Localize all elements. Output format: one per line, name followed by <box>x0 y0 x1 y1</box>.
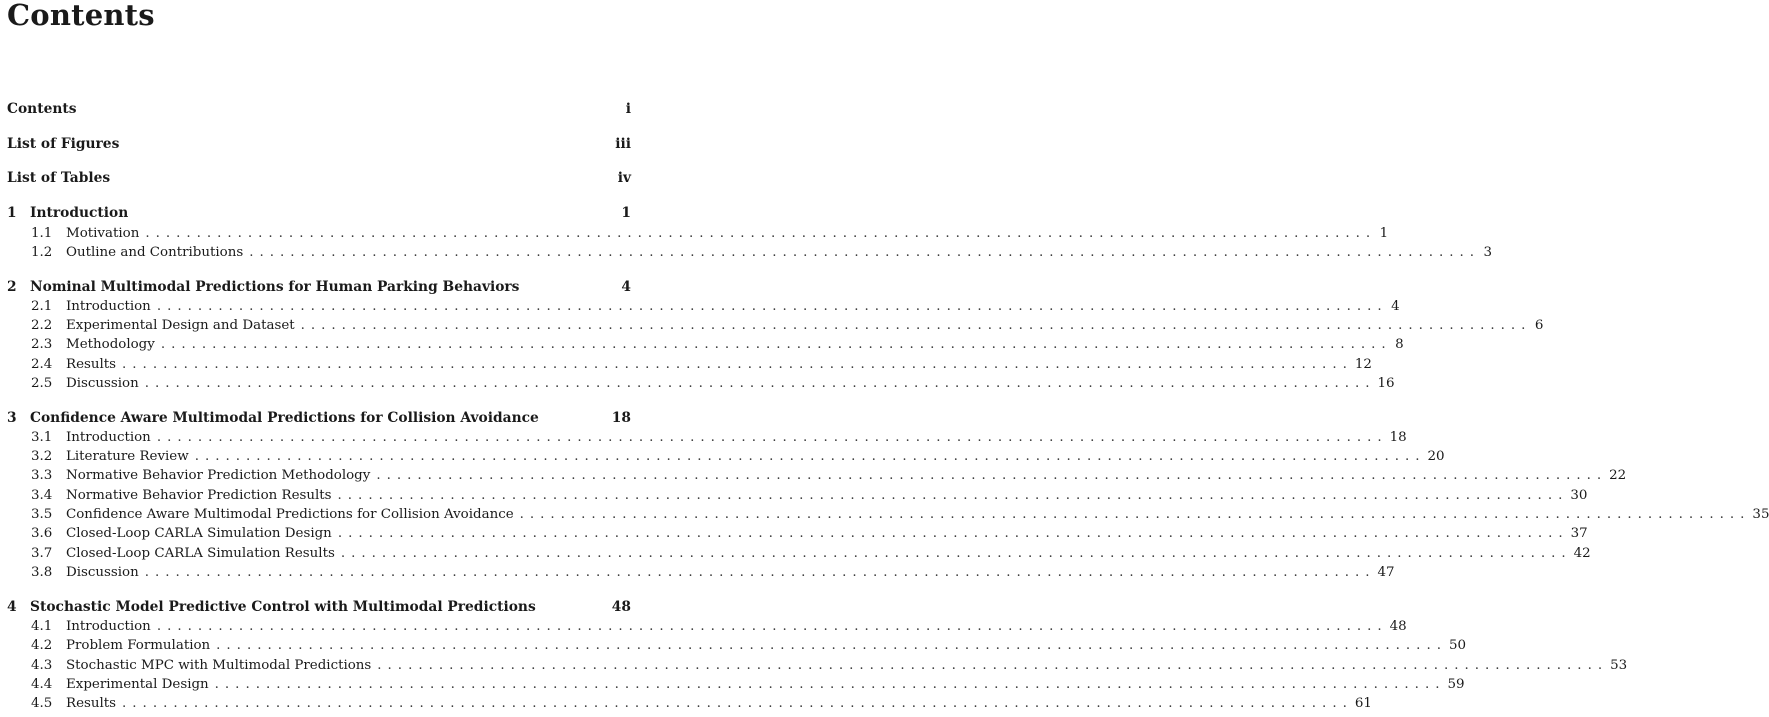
toc-section-2-3[interactable] <box>7 335 1404 354</box>
section-number: 1.2 <box>31 245 53 260</box>
dot-leader: ........................................................................................................................ <box>156 430 1388 445</box>
section-number: 2.4 <box>31 357 53 372</box>
section-page: 47 <box>1377 565 1395 580</box>
toc-entry-page: iv <box>617 170 631 186</box>
chapter-number: 4 <box>7 599 17 615</box>
section-page: 61 <box>1354 696 1372 711</box>
section-title: Results <box>66 696 117 711</box>
section-number: 4.5 <box>31 696 53 711</box>
section-title: Results <box>66 357 117 372</box>
section-page: 3 <box>1483 245 1492 260</box>
section-page: 42 <box>1573 546 1591 561</box>
toc-section-3-4[interactable] <box>7 486 1588 505</box>
section-page: 22 <box>1609 468 1627 483</box>
section-page: 50 <box>1448 638 1466 653</box>
dot-leader: ........................................................................................................................ <box>214 677 1446 692</box>
section-page: 35 <box>1752 507 1769 522</box>
section-title: Outline and Contributions <box>66 245 244 260</box>
section-number: 3.4 <box>31 488 53 503</box>
section-page: 20 <box>1427 449 1445 464</box>
toc-section-3-2[interactable] <box>7 447 1445 466</box>
section-title: Introduction <box>66 619 151 634</box>
section-title: Closed-Loop CARLA Simulation Design <box>66 526 332 541</box>
section-number: 3.6 <box>31 526 53 541</box>
toc-chapter-2[interactable] <box>7 278 631 297</box>
chapter-title: Nominal Multimodal Predictions for Human Parking Behaviors <box>30 279 520 295</box>
toc-section-3-7[interactable] <box>7 544 1591 563</box>
toc-section-2-5[interactable] <box>7 374 1395 393</box>
chapter-number: 2 <box>7 279 17 295</box>
chapter-title: Introduction <box>30 205 129 221</box>
section-number: 1.1 <box>31 226 53 241</box>
section-title: Discussion <box>66 376 139 391</box>
dot-leader: ........................................................................................................................ <box>300 318 1532 333</box>
dot-leader: ........................................................................................................................ <box>377 658 1609 673</box>
dot-leader: ........................................................................................................................ <box>249 245 1480 260</box>
dot-leader: ........................................................................................................................ <box>340 546 1572 561</box>
section-title: Experimental Design <box>66 677 209 692</box>
section-page: 18 <box>1389 430 1407 445</box>
toc-section-4-1[interactable] <box>7 617 1407 636</box>
section-title: Problem Formulation <box>66 638 211 653</box>
toc-entry-page: i <box>625 101 631 117</box>
section-title: Normative Behavior Prediction Methodology <box>66 468 371 483</box>
section-number: 4.2 <box>31 638 53 653</box>
section-number: 2.2 <box>31 318 53 333</box>
section-number: 3.2 <box>31 449 53 464</box>
chapter-number: 1 <box>7 205 17 221</box>
toc-chapter-1[interactable] <box>7 204 631 223</box>
toc-section-1-1[interactable] <box>7 224 1389 243</box>
section-title: Discussion <box>66 565 139 580</box>
section-title: Motivation <box>66 226 140 241</box>
section-number: 3.1 <box>31 430 53 445</box>
section-number: 2.5 <box>31 376 53 391</box>
toc-entry-title: Contents <box>7 101 77 117</box>
chapter-number: 3 <box>7 410 17 426</box>
section-page: 8 <box>1395 337 1404 352</box>
toc-entry-page: iii <box>615 136 631 152</box>
dot-leader: ........................................................................................................................ <box>144 376 1376 391</box>
dot-leader: ........................................................................................................................ <box>122 357 1353 372</box>
dot-leader: ........................................................................................................................ <box>519 507 1751 522</box>
toc-chapter-4[interactable] <box>7 598 631 617</box>
toc-entry-title: List of Figures <box>7 136 120 152</box>
toc-entry-list-of-tables[interactable] <box>7 169 631 188</box>
section-number: 4.3 <box>31 658 53 673</box>
section-page: 48 <box>1389 619 1407 634</box>
section-page: 12 <box>1354 357 1372 372</box>
section-title: Normative Behavior Prediction Results <box>66 488 332 503</box>
section-page: 37 <box>1570 526 1588 541</box>
dot-leader: ........................................................................................................................ <box>376 468 1608 483</box>
toc-section-2-4[interactable] <box>7 355 1372 374</box>
section-title: Stochastic MPC with Multimodal Predictions <box>66 658 372 673</box>
toc-section-1-2[interactable] <box>7 243 1492 262</box>
toc-section-4-5[interactable] <box>7 694 1372 713</box>
chapter-page: 1 <box>621 205 631 221</box>
toc-section-3-8[interactable] <box>7 563 1395 582</box>
chapter-page: 4 <box>621 279 631 295</box>
dot-leader: ........................................................................................................................ <box>145 226 1377 241</box>
dot-leader: ........................................................................................................................ <box>156 619 1388 634</box>
toc-section-2-1[interactable] <box>7 297 1400 316</box>
dot-leader: ........................................................................................................................ <box>156 299 1388 314</box>
chapter-page: 48 <box>611 599 631 615</box>
dot-leader: ........................................................................................................................ <box>337 488 1569 503</box>
section-title: Literature Review <box>66 449 189 464</box>
dot-leader: ........................................................................................................................ <box>216 638 1447 653</box>
section-page: 6 <box>1534 318 1544 333</box>
section-number: 4.4 <box>31 677 53 692</box>
toc-section-4-3[interactable] <box>7 656 1628 675</box>
section-title: Confidence Aware Multimodal Predictions for Collision Avoidance <box>66 507 514 522</box>
toc-entry-list-of-figures[interactable] <box>7 135 631 154</box>
dot-leader: ........................................................................................................................ <box>194 449 1426 464</box>
section-number: 2.1 <box>31 299 53 314</box>
toc-chapter-3[interactable] <box>7 409 631 428</box>
toc-section-3-6[interactable] <box>7 524 1588 543</box>
section-number: 3.7 <box>31 546 53 561</box>
section-page: 1 <box>1379 226 1389 241</box>
toc-section-3-5[interactable] <box>7 505 1769 524</box>
toc-section-3-1[interactable] <box>7 428 1407 447</box>
section-number: 4.1 <box>31 619 53 634</box>
section-number: 3.3 <box>31 468 53 483</box>
section-number: 2.3 <box>31 337 53 352</box>
toc-section-4-2[interactable] <box>7 636 1466 655</box>
section-page: 30 <box>1570 488 1588 503</box>
section-title: Closed-Loop CARLA Simulation Results <box>66 546 335 561</box>
section-page: 59 <box>1447 677 1465 692</box>
section-title: Methodology <box>66 337 155 352</box>
section-page: 53 <box>1610 658 1628 673</box>
toc-section-2-2[interactable] <box>7 316 1544 335</box>
section-page: 16 <box>1377 376 1395 391</box>
dot-leader: ........................................................................................................................ <box>122 696 1353 711</box>
toc-section-3-3[interactable] <box>7 466 1627 485</box>
toc-section-4-4[interactable] <box>7 675 1465 694</box>
chapter-page: 18 <box>611 410 631 426</box>
section-number: 3.5 <box>31 507 53 522</box>
page-title: Contents <box>7 0 155 32</box>
dot-leader: ........................................................................................................................ <box>160 337 1392 352</box>
section-title: Introduction <box>66 430 151 445</box>
section-title: Introduction <box>66 299 151 314</box>
chapter-title: Confidence Aware Multimodal Predictions for Collision Avoidance <box>30 410 539 426</box>
dot-leader: ........................................................................................................................ <box>337 526 1569 541</box>
section-title: Experimental Design and Dataset <box>66 318 295 333</box>
section-page: 4 <box>1391 299 1400 314</box>
toc-entry-contents[interactable] <box>7 100 631 119</box>
section-number: 3.8 <box>31 565 53 580</box>
dot-leader: ........................................................................................................................ <box>144 565 1376 580</box>
toc-entry-title: List of Tables <box>7 170 111 186</box>
chapter-title: Stochastic Model Predictive Control with Multimodal Predictions <box>30 599 536 615</box>
